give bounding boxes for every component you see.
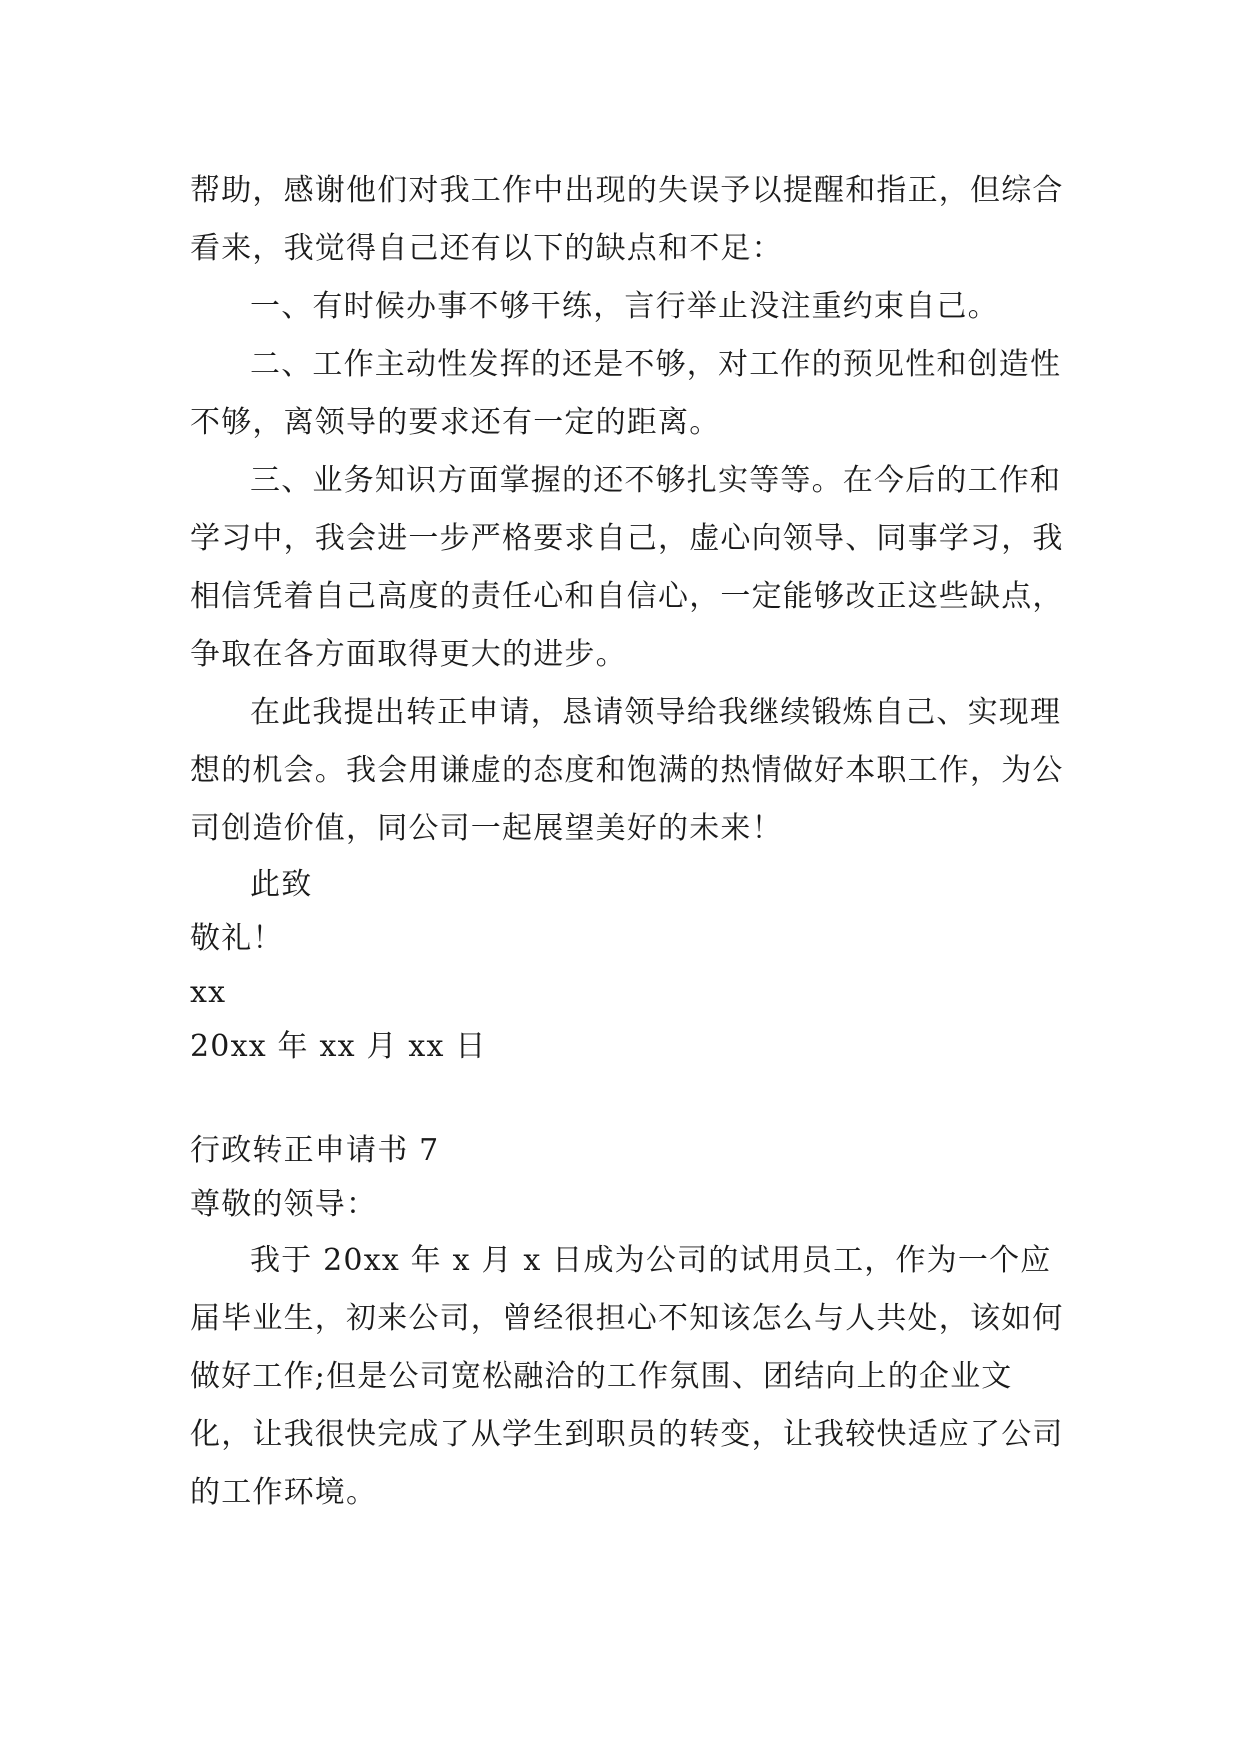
section-gap: [190, 1074, 1070, 1124]
paragraph-application: 在此我提出转正申请，恳请领导给我继续锻炼自己、实现理想的机会。我会用谦虚的态度和饱满的热情做好本职工作，为公司创造价值，同公司一起展望美好的未来！: [190, 695, 1064, 846]
signature-name: xx: [190, 975, 227, 1010]
document-body: [190, 162, 1070, 1522]
paragraph-shortcoming-3: 三、业务知识方面掌握的还不够扎实等等。在今后的工作和学习中，我会进一步严格要求自己，虚心向领导、同事学习，我相信凭着自己高度的责任心和自信心，一定能够改正这些缺点，争取在各方面取得更大的进步。: [190, 463, 1064, 672]
paragraph-shortcoming-1: 一、有时候办事不够干练，言行举止没注重约束自己。: [250, 289, 999, 324]
paragraph-shortcoming-2: 二、工作主动性发挥的还是不够，对工作的预见性和创造性不够，离领导的要求还有一定的距离。: [190, 347, 1062, 440]
signature-date: 20xx 年 xx 月 xx 日: [190, 1029, 487, 1064]
closing-cizhi: 此致: [250, 867, 313, 902]
closing-jingli: 敬礼！: [190, 921, 284, 956]
salutation: 尊敬的领导：: [190, 1187, 378, 1222]
body-paragraph: 我于 20xx 年 x 月 x 日成为公司的试用员工，作为一个应届毕业生，初来公司，曾经很担心不知该怎么与人共处，该如何做好工作;但是公司宽松融洽的工作氛围、团结向上的企业文化，让我很快完成了从学生到职员的转变，让我较快适应了公司的工作环境。: [190, 1243, 1064, 1510]
paragraph-continued: 帮助，感谢他们对我工作中出现的失误予以提醒和指正，但综合看来，我觉得自己还有以下的缺点和不足：: [190, 173, 1064, 266]
section-title: 行政转正申请书 7: [190, 1133, 440, 1168]
